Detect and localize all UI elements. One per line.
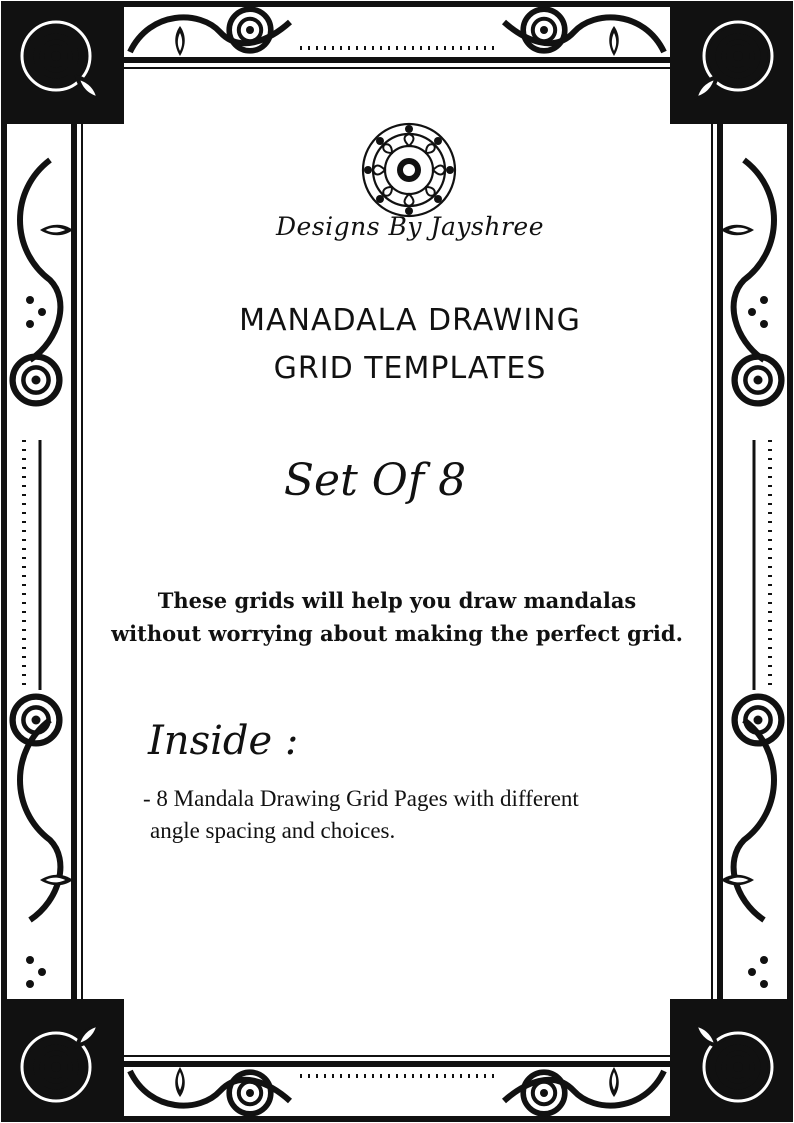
inside-heading: Inside : <box>148 718 299 764</box>
list-item-line-1: - 8 Mandala Drawing Grid Pages with different <box>143 786 579 811</box>
page-title-line-2: GRID TEMPLATES <box>273 351 547 386</box>
set-count-subtitle: Set Of 8 <box>283 455 467 506</box>
brand-name: Designs By Jayshree <box>275 212 544 241</box>
mandala-logo-icon <box>357 118 461 222</box>
description-line-1: These grids will help you draw mandalas <box>157 588 637 613</box>
page-title-line-1: MANADALA DRAWING <box>239 303 581 338</box>
list-item-line-2: angle spacing and choices. <box>150 818 396 843</box>
description-line-2: without worrying about making the perfect grid. <box>111 621 683 646</box>
